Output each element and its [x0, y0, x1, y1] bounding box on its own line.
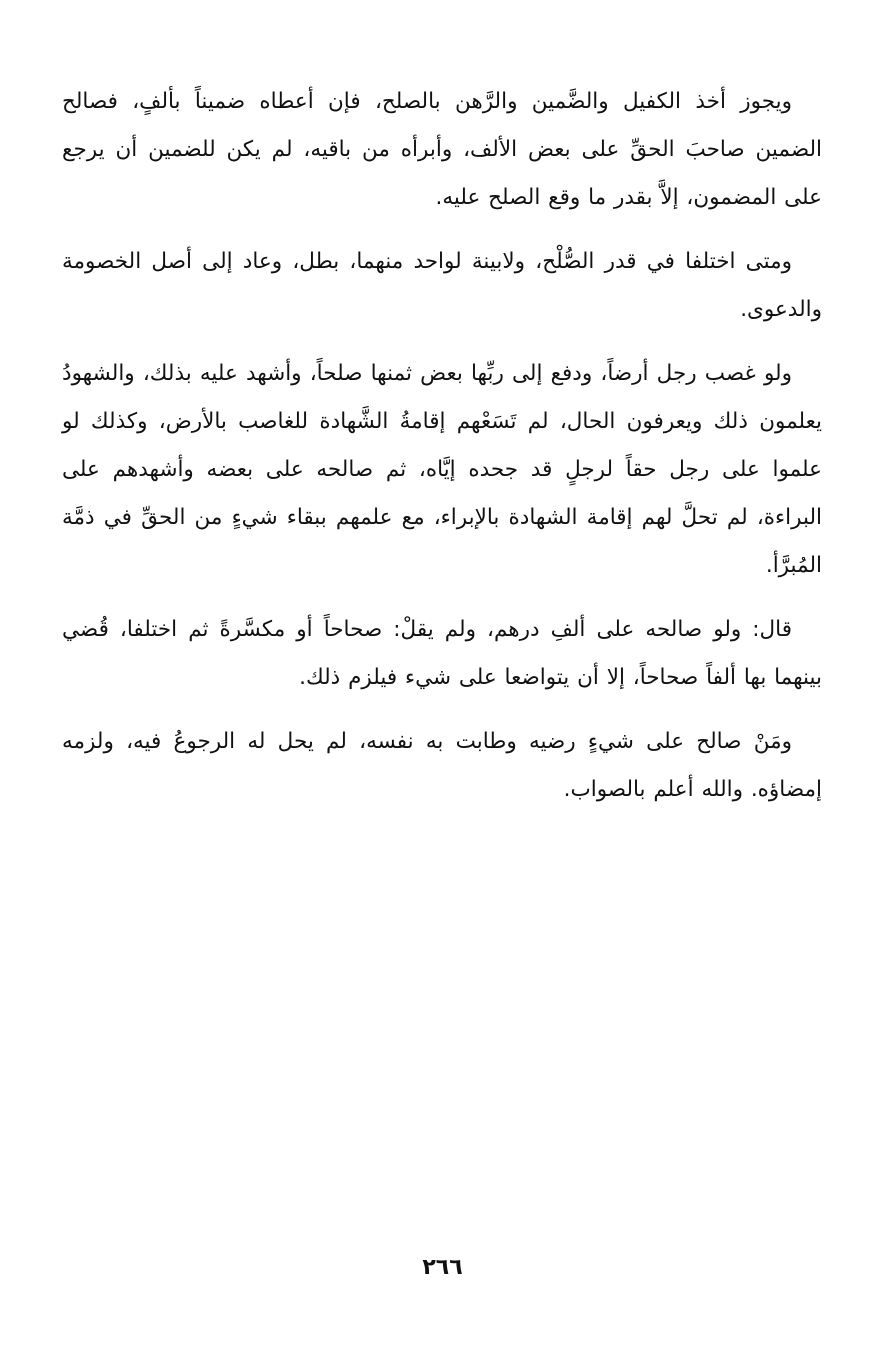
page-number: ٢٦٦	[422, 1255, 463, 1280]
page-body	[62, 78, 822, 830]
paragraph-1: ويجوز أخذ الكفيل والضَّمين والرَّهن بالصلح، فإن أعطاه ضميناً بألفٍ، فصالح الضمين صاحبَ الحقِّ على بعض الألف، وأبرأه من باقيه، لم يكن للضمين أن يرجع على المضمون، إلاَّ بقدر ما وقع الصلح عليه.	[62, 89, 822, 210]
paragraph-2: ومتى اختلفا في قدر الصُّلْح، ولابينة لواحد منهما، بطل، وعاد إلى أصل الخصومة والدعوى.	[62, 249, 822, 322]
paragraph-5: ومَنْ صالح على شيءٍ رضيه وطابت به نفسه، لم يحل له الرجوعُ فيه، ولزمه إمضاؤه. والله أعلم بالصواب.	[62, 729, 822, 802]
paragraph-3: ولو غصب رجل أرضاً، ودفع إلى ربِّها بعض ثمنها صلحاً، وأشهد عليه بذلك، والشهودُ يعلمون ذلك ويعرفون الحال، لم تَسَعْهم إقامةُ الشَّهادة للغاصب بالأرض، وكذلك لو علموا على رجل حقاً لرجلٍ قد جحده إيَّاه، ثم صالحه على بعضه وأشهدهم على البراءة، لم تحلَّ لهم إقامة الشهادة بالإبراء، مع علمهم ببقاء شيءٍ من الحقِّ في ذمَّة المُبرَّأ.	[62, 361, 822, 578]
paragraph-4: قال: ولو صالحه على ألفِ درهم، ولم يقلْ: صحاحاً أو مكسَّرةً ثم اختلفا، قُضي بينهما بها ألفاً صحاحاً، إلا أن يتواضعا على شيء فيلزم ذلك.	[62, 617, 822, 690]
